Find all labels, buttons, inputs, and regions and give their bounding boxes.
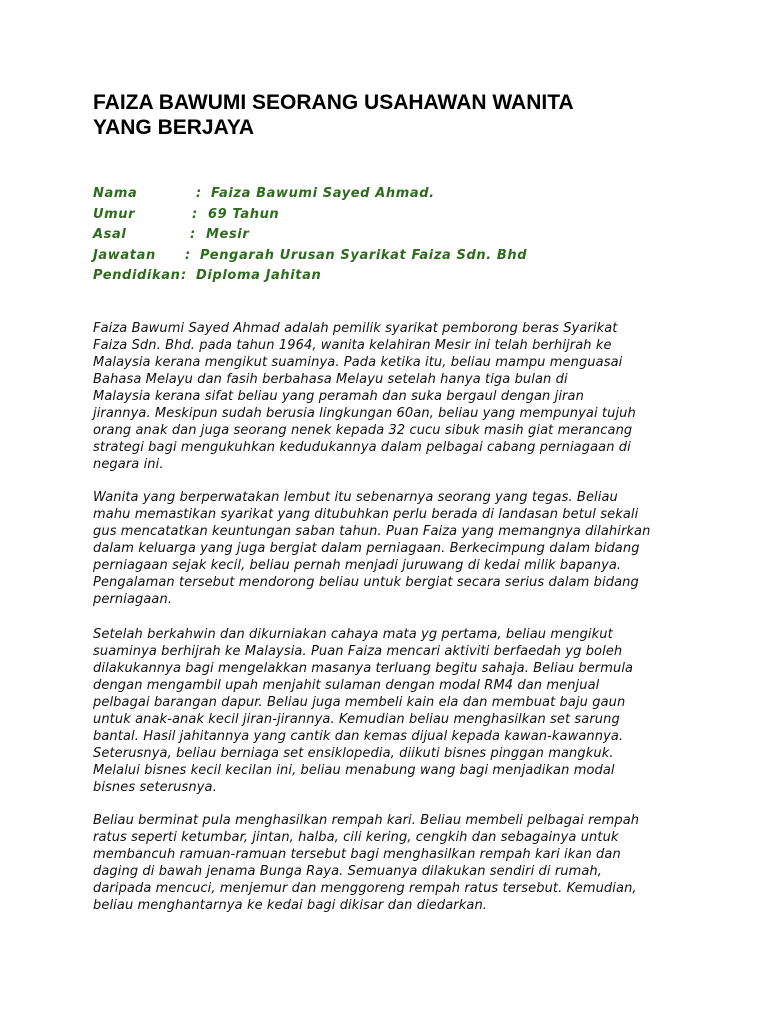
profile-value: Mesir <box>206 227 250 242</box>
text-line: membancuh ramuan-ramuan tersebut bagi menghasilkan rempah kari ikan dan <box>93 847 621 862</box>
text-line: Faiza Bawumi Sayed Ahmad adalah pemilik syarikat pemborong beras Syarikat <box>93 321 618 336</box>
profile-label: Pendidikan <box>93 268 181 283</box>
text-line: mahu memastikan syarikat yang ditubuhkan perlu berada di landasan betul sekali <box>93 507 639 522</box>
text-line: Seterusnya, beliau berniaga set ensiklopedia, diikuti bisnes pinggan mangkuk. <box>93 746 614 761</box>
title-line-2: YANG BERJAYA <box>93 116 255 139</box>
profile-label: Umur <box>93 206 136 222</box>
profile-row-pendidikan <box>93 266 693 287</box>
text-line: gus mencatatkan keuntungan saban tahun. Puan Faiza yang memangnya dilahirkan <box>93 524 651 539</box>
text-line: Wanita yang berperwatakan lembut itu sebenarnya seorang yang tegas. Beliau <box>93 490 618 505</box>
text-line: pelbagai barangan dapur. Beliau juga membeli kain ela dan membuat baju gaun <box>93 695 626 710</box>
text-line: perniagaan sejak kecil, beliau pernah menjadi juruwang di kedai milik bapanya. <box>93 558 622 573</box>
text-line: jirannya. Meskipun sudah berusia lingkungan 60an, beliau yang mempunyai tujuh <box>93 406 636 421</box>
text-line: strategi bagi mengukuhkan kedudukannya dalam pelbagai cabang perniagaan di <box>93 440 631 455</box>
profile-block <box>93 184 693 287</box>
text-line: perniagaan. <box>93 592 173 607</box>
profile-label: Nama <box>93 186 138 201</box>
text-line: orang anak dan juga seorang nenek kepada 32 cucu sibuk masih giat merancang <box>93 423 633 438</box>
text-line: suaminya berhijrah ke Malaysia. Puan Faiza mencari aktiviti berfaedah yg boleh <box>93 644 623 659</box>
profile-label: Asal <box>93 227 127 242</box>
profile-colon: : <box>190 227 196 242</box>
text-line: daripada mencuci, menjemur dan menggoreng rempah ratus tersebut. Kemudian, <box>93 881 637 896</box>
profile-row-umur <box>93 205 693 226</box>
text-line: dalam keluarga yang juga bergiat dalam perniagaan. Berkecimpung dalam bidang <box>93 541 640 556</box>
profile-value: 69 Tahun <box>208 206 280 222</box>
text-line: beliau menghantarnya ke kedai bagi dikisar dan diedarkan. <box>93 898 488 913</box>
paragraph-3 <box>93 626 683 796</box>
text-line: untuk anak-anak kecil jiran-jirannya. Kemudian beliau menghasilkan set sarung <box>93 712 620 727</box>
text-line: dilakukannya bagi mengelakkan masanya terluang begitu sahaja. Beliau bermula <box>93 661 634 676</box>
paragraph-2 <box>93 489 683 608</box>
text-line: ratus seperti ketumbar, jintan, halba, cili kering, cengkih dan sebagainya untuk <box>93 830 619 845</box>
text-line: Setelah berkahwin dan dikurniakan cahaya mata yg pertama, beliau mengikut <box>93 627 613 642</box>
profile-value: Diploma Jahitan <box>196 268 322 283</box>
text-line: Malaysia kerana mengikut suaminya. Pada ketika itu, beliau mampu menguasai <box>93 355 623 370</box>
text-line: bisnes seterusnya. <box>93 780 217 795</box>
text-line: bantal. Hasil jahitannya yang cantik dan kemas dijual kepada kawan-kawannya. <box>93 729 624 744</box>
document-title <box>93 90 693 140</box>
profile-colon: : <box>196 186 202 201</box>
paragraph-4 <box>93 812 683 914</box>
profile-colon: : <box>185 247 191 263</box>
text-line: Malaysia kerana sifat beliau yang peramah dan suka bergaul dengan jiran <box>93 389 584 404</box>
text-line: Beliau berminat pula menghasilkan rempah kari. Beliau membeli pelbagai rempah <box>93 813 640 828</box>
profile-row-jawatan <box>93 246 693 267</box>
profile-row-asal <box>93 225 693 246</box>
text-line: negara ini. <box>93 457 164 472</box>
profile-value: Pengarah Urusan Syarikat Faiza Sdn. Bhd <box>200 247 528 263</box>
profile-value: Faiza Bawumi Sayed Ahmad. <box>211 186 435 201</box>
paragraph-1 <box>93 320 683 473</box>
profile-colon: : <box>181 268 187 283</box>
title-line-1: FAIZA BAWUMI SEORANG USAHAWAN WANITA <box>93 91 574 114</box>
profile-row-nama <box>93 184 693 205</box>
text-line: dengan mengambil upah menjahit sulaman dengan modal RM4 dan menjual <box>93 678 600 693</box>
profile-label: Jawatan <box>93 247 156 263</box>
text-line: Pengalaman tersebut mendorong beliau untuk bergiat secara serius dalam bidang <box>93 575 639 590</box>
text-line: Bahasa Melayu dan fasih berbahasa Melayu setelah hanya tiga bulan di <box>93 372 568 387</box>
profile-colon: : <box>192 206 198 222</box>
text-line: Faiza Sdn. Bhd. pada tahun 1964, wanita kelahiran Mesir ini telah berhijrah ke <box>93 338 612 353</box>
text-line: Melalui bisnes kecil kecilan ini, beliau menabung wang bagi menjadikan modal <box>93 763 615 778</box>
text-line: daging di bawah jenama Bunga Raya. Semuanya dilakukan sendiri di rumah, <box>93 864 603 879</box>
